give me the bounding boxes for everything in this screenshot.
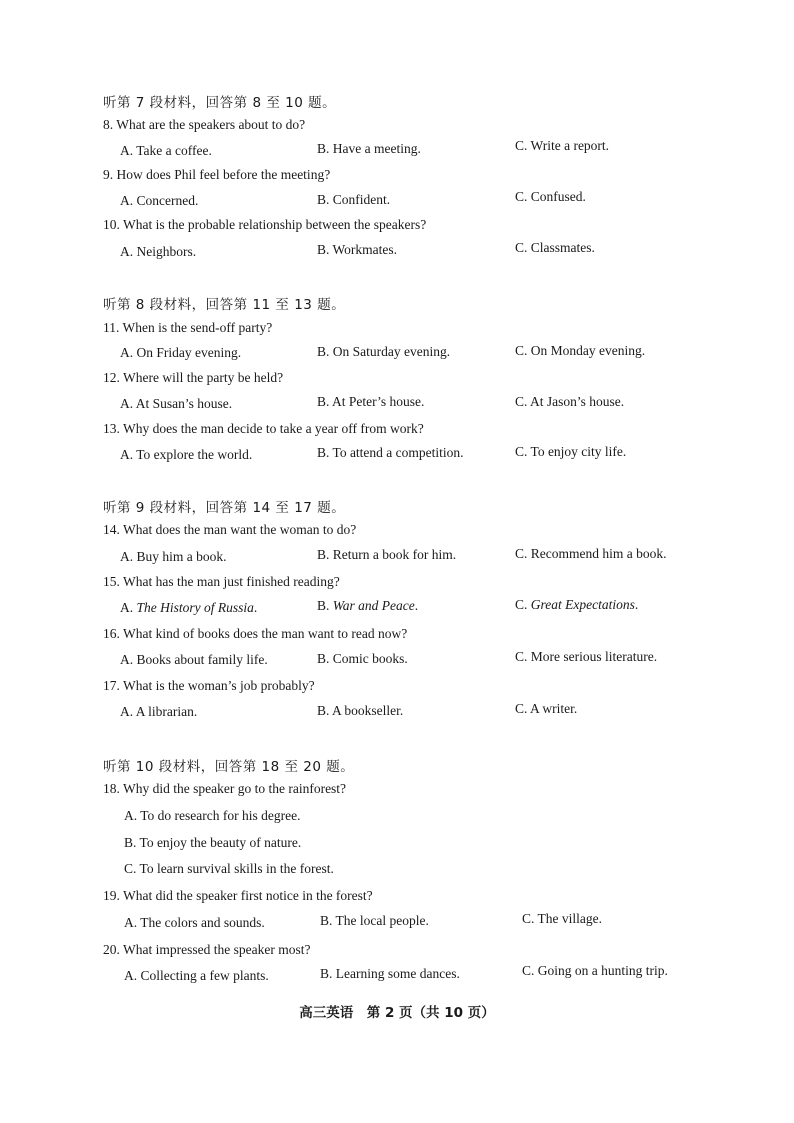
question-8: 8. What are the speakers about to do? bbox=[103, 117, 306, 132]
question-16: 16. What kind of books does the man want to read now? bbox=[103, 626, 408, 641]
option-15c-suffix: . bbox=[634, 597, 639, 612]
option-18b: B. To enjoy the beauty of nature. bbox=[124, 835, 302, 850]
option-13b: B. To attend a competition. bbox=[317, 445, 464, 460]
section-title: 听第 7 段材料，回答第 8 至 10 题。 bbox=[103, 95, 337, 111]
option-16c: C. More serious literature. bbox=[515, 649, 658, 664]
option-12b: B. At Peter’s house. bbox=[317, 394, 425, 409]
option-13c: C. To enjoy city life. bbox=[515, 444, 627, 459]
option-17b: B. A bookseller. bbox=[317, 703, 404, 718]
option-14b: B. Return a book for him. bbox=[317, 547, 457, 562]
option-10c: C. Classmates. bbox=[515, 240, 595, 255]
option-12a: A. At Susan’s house. bbox=[120, 396, 233, 411]
option-20b: B. Learning some dances. bbox=[320, 966, 460, 981]
option-15a bbox=[120, 600, 257, 616]
option-15a-prefix: A. bbox=[120, 600, 137, 615]
option-19b: B. The local people. bbox=[320, 913, 429, 928]
option-20c: C. Going on a hunting trip. bbox=[522, 963, 668, 978]
option-16b: B. Comic books. bbox=[317, 651, 408, 666]
option-15b-title: War and Peace bbox=[332, 598, 415, 613]
option-14a: A. Buy him a book. bbox=[120, 549, 227, 564]
option-10a: A. Neighbors. bbox=[120, 244, 197, 259]
option-18a: A. To do research for his degree. bbox=[124, 808, 301, 823]
question-14: 14. What does the man want the woman to do? bbox=[103, 522, 357, 537]
option-9a: A. Concerned. bbox=[120, 193, 199, 208]
option-15b bbox=[317, 598, 418, 614]
option-17c: C. A writer. bbox=[515, 701, 578, 716]
question-17: 17. What is the woman’s job probably? bbox=[103, 678, 315, 693]
section-title: 听第 10 段材料，回答第 18 至 20 题。 bbox=[103, 759, 355, 775]
option-17a: A. A librarian. bbox=[120, 704, 198, 719]
option-20a: A. Collecting a few plants. bbox=[124, 968, 269, 983]
option-14c: C. Recommend him a book. bbox=[515, 546, 667, 561]
option-19a: A. The colors and sounds. bbox=[124, 915, 265, 930]
option-11b: B. On Saturday evening. bbox=[317, 344, 451, 359]
question-18: 18. Why did the speaker go to the rainforest? bbox=[103, 781, 347, 796]
option-8b: B. Have a meeting. bbox=[317, 141, 421, 156]
option-15c bbox=[515, 597, 638, 613]
section-title: 听第 9 段材料，回答第 14 至 17 题。 bbox=[103, 500, 346, 516]
page-footer: 高三英语 第 2 页（共 10 页） bbox=[299, 1005, 495, 1021]
option-11c: C. On Monday evening. bbox=[515, 343, 646, 358]
question-19: 19. What did the speaker first notice in the forest? bbox=[103, 888, 373, 903]
question-13: 13. Why does the man decide to take a year off from work? bbox=[103, 421, 424, 436]
option-12c: C. At Jason’s house. bbox=[515, 394, 625, 409]
question-15: 15. What has the man just finished reading? bbox=[103, 574, 340, 589]
option-15c-title: Great Expectations bbox=[530, 597, 635, 612]
option-13a: A. To explore the world. bbox=[120, 447, 253, 462]
option-8c: C. Write a report. bbox=[515, 138, 610, 153]
option-8a: A. Take a coffee. bbox=[120, 143, 212, 158]
option-15b-prefix: B. bbox=[317, 598, 333, 613]
option-15b-suffix: . bbox=[414, 598, 419, 613]
question-9: 9. How does Phil feel before the meeting? bbox=[103, 167, 331, 182]
option-15a-title: The History of Russia bbox=[136, 600, 254, 615]
option-15c-prefix: C. bbox=[515, 597, 531, 612]
question-12: 12. Where will the party be held? bbox=[103, 370, 284, 385]
option-15a-suffix: . bbox=[253, 600, 258, 615]
option-18c: C. To learn survival skills in the forest. bbox=[124, 861, 334, 876]
question-10: 10. What is the probable relationship between the speakers? bbox=[103, 217, 427, 232]
section-title: 听第 8 段材料，回答第 11 至 13 题。 bbox=[103, 297, 346, 313]
option-19c: C. The village. bbox=[522, 911, 602, 926]
option-10b: B. Workmates. bbox=[317, 242, 398, 257]
question-20: 20. What impressed the speaker most? bbox=[103, 942, 311, 957]
question-11: 11. When is the send-off party? bbox=[103, 320, 273, 335]
option-9b: B. Confident. bbox=[317, 192, 391, 207]
option-9c: C. Confused. bbox=[515, 189, 586, 204]
option-16a: A. Books about family life. bbox=[120, 652, 268, 667]
option-11a: A. On Friday evening. bbox=[120, 345, 242, 360]
